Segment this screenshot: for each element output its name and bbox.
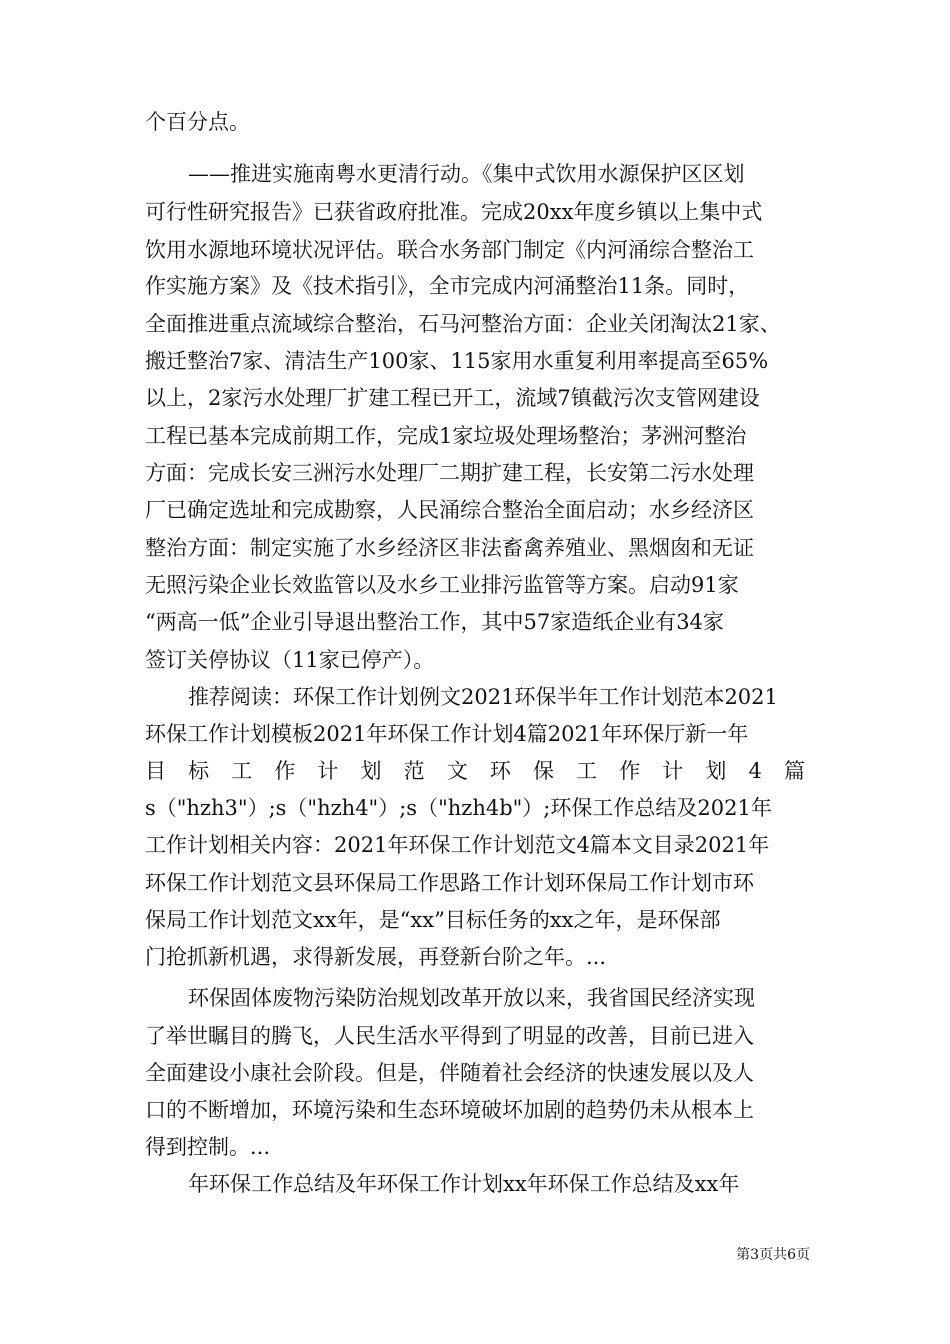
text-line: s（"hzh3"）;s（"hzh4"）;s（"hzh4b"）;环保工作总结及2021年 xyxy=(145,796,772,820)
text-line: 口的不断增加，环境污染和生态环境破坏加剧的趋势仍未从根本上 xyxy=(145,1098,754,1122)
text-line: 推荐阅读：环保工作计划例文2021环保半年工作计划范本2021 xyxy=(188,685,778,709)
text-line: 全面建设小康社会阶段。但是，伴随着社会经济的快速发展以及人 xyxy=(145,1061,754,1085)
text-line: 环保工作计划模板2021年环保工作计划4篇2021年环保厅新一年 xyxy=(145,722,749,746)
text-line: 无照污染企业长效监管以及水乡工业排污监管等方案。启动91家 xyxy=(145,573,739,597)
page-number: 第3页共6页 xyxy=(736,1247,810,1263)
text-line: 环保固体废物污染防治规划改革开放以来，我省国民经济实现 xyxy=(188,986,755,1010)
text-line: 方面：完成长安三洲污水处理厂二期扩建工程，长安第二污水处理 xyxy=(145,461,754,485)
text-line: 以上，2家污水处理厂扩建工程已开工，流域7镇截污次支管网建设 xyxy=(145,386,760,410)
text-line: 饮用水源地环境状况评估。联合水务部门制定《内河涌综合整治工 xyxy=(145,238,754,262)
text-line: 保局工作计划范文xx年，是“xx”目标任务的xx之年，是环保部 xyxy=(145,908,721,932)
text-line: 年环保工作总结及年环保工作计划xx年环保工作总结及xx年 xyxy=(188,1172,740,1196)
text-line: 搬迁整治7家、清洁生产100家、115家用水重复利用率提高至65% xyxy=(145,349,769,373)
text-line: 了举世瞩目的腾飞，人民生活水平得到了明显的改善，目前已进入 xyxy=(145,1024,754,1048)
text-line: 门抢抓新机遇，求得新发展，再登新台阶之年。... xyxy=(145,945,607,969)
text-line: 签订关停协议（11家已停产）。 xyxy=(145,648,435,672)
text-line: ——推进实施南粤水更清行动。《集中式饮用水源保护区区划 xyxy=(188,162,745,186)
text-line: “两高一低”企业引导退出整治工作，其中57家造纸企业有34家 xyxy=(145,610,724,634)
text-line: 作实施方案》及《技术指引》，全市完成内河涌整治11条。同时， xyxy=(145,274,750,298)
text-line: 目标工作计划范文环保工作计划4篇 xyxy=(145,759,805,783)
text-line: 全面推进重点流域综合整治，石马河整治方面：企业关闭淘汰21家、 xyxy=(145,312,781,336)
text-line: 个百分点。 xyxy=(145,110,250,134)
text-line: 环保工作计划范文县环保局工作思路工作计划环保局工作计划市环 xyxy=(145,871,754,895)
text-line: 可行性研究报告》已获省政府批准。完成20xx年度乡镇以上集中式 xyxy=(145,200,763,224)
text-line: 工程已基本完成前期工作，完成1家垃圾处理场整治；茅洲河整治 xyxy=(145,424,747,448)
text-line: 得到控制。... xyxy=(145,1135,271,1159)
text-line: 工作计划相关内容：2021年环保工作计划范文4篇本文目录2021年 xyxy=(145,833,770,857)
text-line: 整治方面：制定实施了水乡经济区非法畜禽养殖业、黑烟囱和无证 xyxy=(145,536,754,560)
text-line: 厂已确定选址和完成勘察，人民涌综合整治全面启动；水乡经济区 xyxy=(145,498,754,522)
